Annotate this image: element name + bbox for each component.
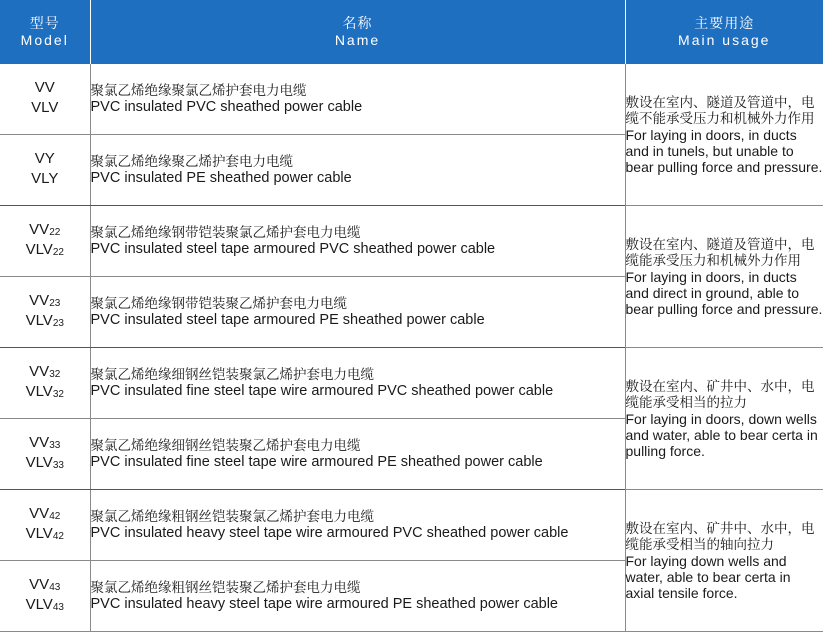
usage-cell bbox=[625, 206, 823, 348]
model-code: VV bbox=[29, 505, 50, 522]
table-row bbox=[0, 490, 823, 561]
usage-zh: 敷设在室内、矿井中、水中，电缆能承受相当的轴向拉力 bbox=[625, 520, 815, 552]
model-code: VV bbox=[29, 434, 50, 451]
table-row bbox=[0, 64, 823, 135]
name-cell bbox=[90, 64, 625, 135]
usage-en: For laying in doors, down wells and water, able to bear certa in pulling force. bbox=[625, 410, 818, 459]
model-sub: 22 bbox=[52, 247, 64, 258]
name-zh: 聚氯乙烯绝缘聚乙烯护套电力电缆 bbox=[90, 154, 293, 169]
model-sub: 33 bbox=[52, 460, 64, 471]
model-code: VLV bbox=[25, 454, 53, 471]
model-code: VV bbox=[29, 292, 50, 309]
name-cell bbox=[90, 419, 625, 490]
model-sub: 32 bbox=[52, 389, 64, 400]
name-en: PVC insulated fine steel tape wire armoured PE sheathed power cable bbox=[90, 454, 543, 470]
name-zh: 聚氯乙烯绝缘粗钢丝铠装聚乙烯护套电力电缆 bbox=[90, 580, 361, 595]
model-cell bbox=[0, 419, 90, 490]
model-code: VV bbox=[29, 221, 50, 238]
model-code: VLV bbox=[25, 596, 53, 613]
name-en: PVC insulated fine steel tape wire armoured PVC sheathed power cable bbox=[90, 383, 554, 399]
usage-en: For laying down wells and water, able to bear certa in axial tensile force. bbox=[625, 552, 791, 601]
model-cell bbox=[0, 561, 90, 632]
table-row bbox=[0, 348, 823, 419]
name-zh: 聚氯乙烯绝缘聚氯乙烯护套电力电缆 bbox=[90, 83, 307, 98]
header-model-en: Model bbox=[20, 32, 69, 48]
name-en: PVC insulated steel tape armoured PVC sheathed power cable bbox=[90, 241, 496, 257]
model-code: VV bbox=[29, 363, 50, 380]
model-cell bbox=[0, 348, 90, 419]
header-model-zh: 型号 bbox=[29, 15, 60, 31]
model-code: VLV bbox=[25, 241, 53, 258]
name-en: PVC insulated PE sheathed power cable bbox=[90, 170, 352, 186]
model-sub: 23 bbox=[52, 318, 64, 329]
name-zh: 聚氯乙烯绝缘钢带铠装聚乙烯护套电力电缆 bbox=[90, 296, 347, 311]
name-en: PVC insulated heavy steel tape wire armoured PE sheathed power cable bbox=[90, 596, 558, 612]
usage-en: For laying in doors, in ducts and direct in ground, able to bear pulling force and pressure. bbox=[625, 268, 823, 317]
name-cell bbox=[90, 561, 625, 632]
usage-cell bbox=[625, 490, 823, 632]
model-sub: 42 bbox=[52, 531, 64, 542]
model-cell bbox=[0, 64, 90, 135]
model-code: VY bbox=[34, 150, 55, 167]
model-code: VLV bbox=[25, 383, 53, 400]
name-cell bbox=[90, 490, 625, 561]
header-name-zh: 名称 bbox=[342, 15, 373, 31]
model-cell bbox=[0, 277, 90, 348]
model-code: VLV bbox=[25, 525, 53, 542]
header-usage bbox=[625, 0, 823, 64]
name-zh: 聚氯乙烯绝缘细钢丝铠装聚乙烯护套电力电缆 bbox=[90, 438, 361, 453]
name-cell bbox=[90, 277, 625, 348]
model-sub: 32 bbox=[49, 369, 61, 380]
header-model bbox=[0, 0, 90, 64]
model-cell bbox=[0, 206, 90, 277]
name-zh: 聚氯乙烯绝缘粗钢丝铠装聚氯乙烯护套电力电缆 bbox=[90, 509, 374, 524]
model-cell bbox=[0, 490, 90, 561]
model-sub: 33 bbox=[49, 440, 61, 451]
usage-cell bbox=[625, 348, 823, 490]
model-code: VV bbox=[29, 576, 50, 593]
table-row bbox=[0, 206, 823, 277]
model-sub: 43 bbox=[49, 582, 61, 593]
header-usage-zh: 主要用途 bbox=[694, 15, 755, 31]
model-sub: 42 bbox=[49, 511, 61, 522]
name-zh: 聚氯乙烯绝缘细钢丝铠装聚氯乙烯护套电力电缆 bbox=[90, 367, 374, 382]
name-cell bbox=[90, 206, 625, 277]
name-en: PVC insulated heavy steel tape wire armoured PVC sheathed power cable bbox=[90, 525, 569, 541]
name-en: PVC insulated PVC sheathed power cable bbox=[90, 99, 363, 115]
header-usage-en: Main usage bbox=[678, 32, 771, 48]
usage-zh: 敷设在室内、隧道及管道中，电缆能承受压力和机械外力作用 bbox=[625, 236, 815, 268]
name-cell bbox=[90, 135, 625, 206]
name-cell bbox=[90, 348, 625, 419]
model-sub: 23 bbox=[49, 298, 61, 309]
usage-zh: 敷设在室内、隧道及管道中，电缆不能承受压力和机械外力作用 bbox=[625, 94, 815, 126]
usage-zh: 敷设在室内、矿井中、水中，电缆能承受相当的拉力 bbox=[625, 378, 815, 410]
model-cell bbox=[0, 135, 90, 206]
header-name-en: Name bbox=[334, 32, 381, 48]
model-code: VLY bbox=[31, 170, 59, 187]
name-en: PVC insulated steel tape armoured PE sheathed power cable bbox=[90, 312, 485, 328]
model-sub: 43 bbox=[52, 602, 64, 613]
usage-cell bbox=[625, 64, 823, 206]
usage-en: For laying in doors, in ducts and in tunels, but unable to bear pulling force and pressure. bbox=[625, 126, 823, 175]
name-zh: 聚氯乙烯绝缘钢带铠装聚氯乙烯护套电力电缆 bbox=[90, 225, 361, 240]
table-header-row bbox=[0, 0, 823, 64]
model-code: VLV bbox=[25, 312, 53, 329]
header-name bbox=[90, 0, 625, 64]
model-code: VV bbox=[34, 79, 55, 96]
model-code: VLV bbox=[31, 99, 59, 116]
model-sub: 22 bbox=[49, 227, 61, 238]
